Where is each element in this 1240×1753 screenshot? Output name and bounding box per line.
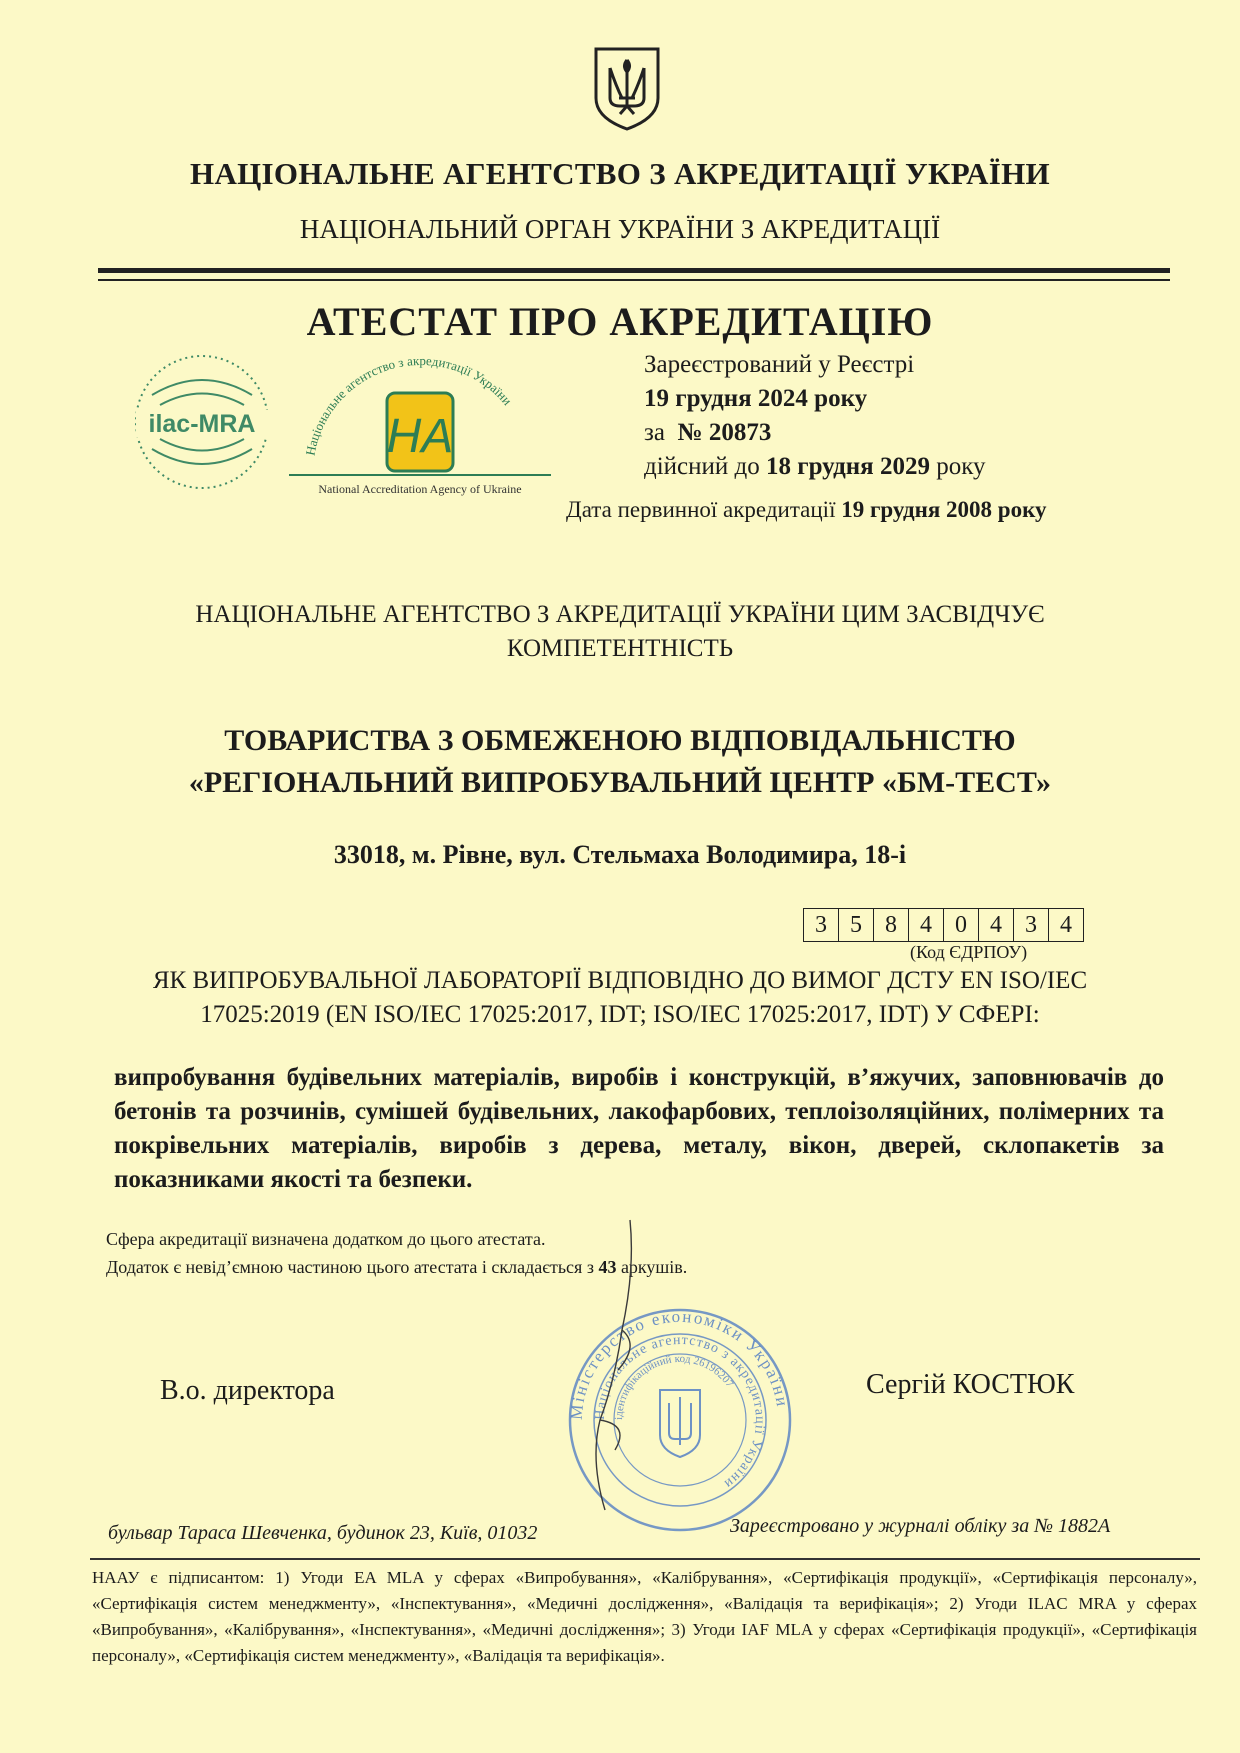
journal-registration: Зареєстровано у журналі обліку за № 1882А — [730, 1515, 1111, 1537]
annex-line-2-prefix: Додаток є невід’ємною частиною цього атестата і складається з — [106, 1257, 594, 1277]
scope-intro — [100, 964, 1140, 1032]
seal-inner-text: Національне агентство з акредитації України — [592, 1332, 768, 1492]
edrpou-code-label: (Код ЄДРПОУ) — [910, 942, 1028, 962]
organization-name-line-1: ТОВАРИСТВА З ОБМЕЖЕНОЮ ВІДПОВІДАЛЬНІСТЮ — [224, 724, 1016, 757]
annex-line-1: Сфера акредитації визначена додатком до цього атестата. — [106, 1229, 546, 1249]
certifies-line-1: НАЦІОНАЛЬНЕ АГЕНТСТВО З АКРЕДИТАЦІЇ УКРАЇНИ ЦИМ ЗАСВІДЧУЄ — [195, 601, 1045, 628]
coat-of-arms-icon — [592, 46, 662, 132]
scope-intro-line-2: 17025:2019 (EN ISO/IEC 17025:2017, IDT; ISO/IEC 17025:2017, IDT) У СФЕРІ: — [200, 1001, 1040, 1028]
registry-number: № 20873 — [677, 419, 772, 446]
signatory-role: В.о. директора — [160, 1375, 335, 1406]
code-digit: 3 — [804, 909, 839, 941]
code-digit: 3 — [1014, 909, 1049, 941]
registered-date: 19 грудня 2024 року — [644, 385, 868, 412]
organization-address: 33018, м. Рівне, вул. Стельмаха Володимира, 18-і — [333, 840, 907, 869]
validity-day-month: 18 грудня — [766, 453, 874, 480]
certificate-title: АТЕСТАТ ПРО АКРЕДИТАЦІЮ — [306, 299, 934, 344]
ilac-mra-logo — [130, 350, 275, 495]
ilac-logo-text: ilac-MRA — [148, 410, 256, 438]
validity-line — [644, 450, 985, 484]
code-digit: 8 — [874, 909, 909, 941]
validity-prefix: дійсний до — [644, 453, 760, 480]
signatory-agreements: НААУ є підписантом: 1) Угоди EA MLA у сферах «Випробування», «Калібрування», «Сертифікація продукції», «Сертифікація персоналу», «Сертифікація систем менеджменту», «Інспектування», «Медичні дослідження», «Валідація та верифікація»; 2) Угоди ILAC MRA у сферах «Випробування», «Калібрування», «Інспектування», «Медичні дослідження»; 3) Угоди IAF MLA у сферах «Сертифікація продукції», «Сертифікація персоналу», «Сертифікація систем менеджменту», «Валідація та верифікація». — [92, 1568, 1197, 1665]
certifies-line-2: КОМПЕТЕНТНІСТЬ — [506, 635, 734, 662]
edrpou-code — [803, 908, 1084, 942]
naau-ring-text: Національне агентство з акредитації України — [302, 352, 516, 457]
first-accreditation-date: 19 грудня 2008 року — [841, 497, 1047, 522]
registry-number-prefix: за — [644, 419, 665, 446]
accreditation-scope: випробування будівельних матеріалів, виробів і конструкцій, в’яжучих, заповнювачів до бетонів та розчинів, сумішей будівельних, лакофарбових, теплоізоляційних, полімерних та покрівельних матеріалів, виробів з дерева, металу, вікон, дверей, склопакетів за показниками якості та безпеки. — [114, 1064, 1164, 1193]
code-digit: 0 — [944, 909, 979, 941]
agency-subtitle: НАЦІОНАЛЬНИЙ ОРГАН УКРАЇНИ З АКРЕДИТАЦІЇ — [299, 214, 941, 244]
agency-address: бульвар Тараса Шевченка, будинок 23, Київ, 01032 — [108, 1522, 538, 1544]
validity-year: 2029 — [879, 453, 930, 480]
agency-title: НАЦІОНАЛЬНЕ АГЕНТСТВО З АКРЕДИТАЦІЇ УКРАЇНИ — [190, 156, 1050, 191]
registry-block — [644, 348, 985, 484]
scope-intro-line-1: ЯК ВИПРОБУВАЛЬНОЇ ЛАБОРАТОРІЇ ВІДПОВІДНО ДО ВИМОГ ДСТУ EN ISO/IEC — [152, 967, 1088, 994]
naau-logo — [285, 345, 555, 500]
seal-code-text: ідентифікаційний код 26196207 — [612, 1352, 736, 1421]
organization-name — [100, 720, 1140, 804]
code-digit: 4 — [1060, 912, 1072, 938]
code-digit: 4 — [909, 909, 944, 941]
first-accreditation-label: Дата первинної акредитації — [566, 497, 836, 522]
registered-label: Зареєстрований у Реєстрі — [644, 351, 915, 378]
validity-suffix: року — [936, 453, 986, 480]
seal-outer-text: Міністерство економіки України — [566, 1306, 793, 1421]
first-accreditation — [566, 497, 1047, 523]
certifies-statement — [120, 598, 1120, 666]
organization-name-line-2: «РЕГІОНАЛЬНИЙ ВИПРОБУВАЛЬНИЙ ЦЕНТР «БМ-ТЕСТ» — [188, 766, 1052, 799]
footer-divider — [90, 1558, 1200, 1560]
naau-emblem-letters: НА — [386, 410, 454, 463]
header-divider-thin — [98, 279, 1170, 281]
code-digit: 5 — [839, 909, 874, 941]
handwritten-signature — [560, 1210, 680, 1540]
code-digit: 4 — [979, 909, 1014, 941]
registry-number-line — [644, 416, 985, 450]
annex-sheet-count: 43 — [598, 1257, 617, 1277]
naau-caption: National Accreditation Agency of Ukraine — [318, 482, 522, 496]
annex-line-2-suffix: аркушів. — [620, 1257, 688, 1277]
signatory-name: Сергій КОСТЮК — [866, 1369, 1075, 1400]
header-divider — [98, 268, 1170, 273]
